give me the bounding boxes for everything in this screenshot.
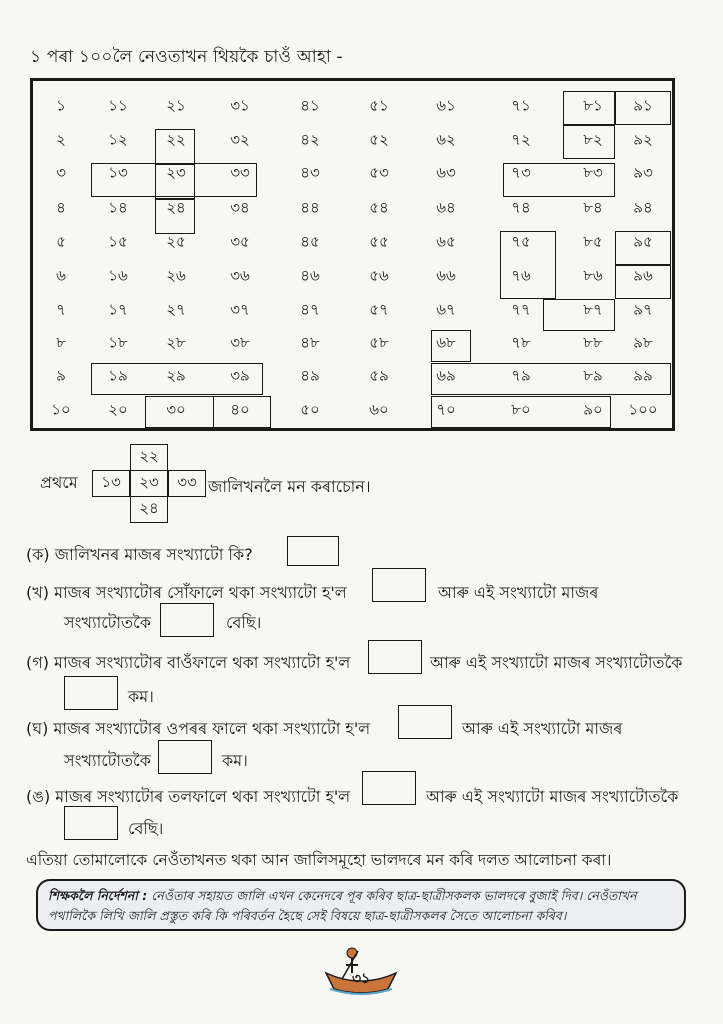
grid-number: ৭৭ (511, 300, 531, 319)
grid-number: ৬৪ (436, 198, 456, 217)
highlight-box (543, 299, 615, 331)
grid-number: ৪৪ (300, 198, 320, 217)
answer-box-kha-2[interactable] (160, 603, 214, 637)
grid-number: ২২ (166, 130, 186, 149)
grid-number: ১৬ (108, 266, 128, 285)
cross-bottom: ২৪ (130, 496, 168, 523)
cross-top: ২২ (130, 444, 168, 471)
grid-number: ১১ (108, 96, 128, 115)
teacher-note-label: শিক্ষকলৈ নিৰ্দেশনা : (48, 888, 148, 903)
grid-number: ২৬ (166, 266, 186, 285)
grid-number: ৭২ (511, 130, 531, 149)
grid-number: ৪৮ (300, 333, 320, 352)
grid-number: ৭৮ (511, 333, 531, 352)
grid-number: ৪৬ (300, 266, 320, 285)
grid-number: ১৮ (108, 333, 128, 352)
grid-number: ৩৬ (230, 266, 250, 285)
grid-number: ৯ (56, 366, 66, 385)
grid-number: ৫৩ (369, 163, 389, 182)
grid-number: ১০ (51, 400, 71, 419)
grid-number: ৭১ (511, 96, 531, 115)
grid-number: ৮৮ (583, 333, 603, 352)
grid-number: ৮ (56, 333, 66, 352)
question-gha-line2: সংখ্যাটোতকৈ (64, 751, 151, 770)
question-ga-cont: আৰু এই সংখ্যাটো মাজৰ সংখ্যাটোতকৈ (430, 653, 683, 672)
grid-number: ১২ (108, 130, 128, 149)
grid-number: ৩৮ (230, 333, 250, 352)
grid-number: ৭৬ (511, 266, 531, 285)
grid-number: ৪৫ (300, 232, 320, 251)
grid-number: ১৭ (108, 300, 128, 319)
grid-number: ৭ (56, 300, 66, 319)
question-kha-end: বেছি। (226, 613, 262, 632)
page-number: ৩১ (352, 971, 371, 987)
answer-box-ga-1[interactable] (368, 640, 422, 674)
grid-number: ৬৬ (436, 266, 456, 285)
grid-number: ১৯ (108, 366, 128, 385)
grid-number: ৫ (56, 232, 66, 251)
grid-number: ৪৭ (300, 300, 320, 319)
question-ka: (ক) জালিখনৰ মাজৰ সংখ্যাটো কি? (26, 545, 253, 564)
grid-number: ৫১ (369, 96, 389, 115)
grid-number: ৬৩ (436, 163, 456, 182)
grid-number: ৮৯ (583, 366, 603, 385)
grid-number: ৬১ (436, 96, 456, 115)
question-kha: (খ) মাজৰ সংখ্যাটোৰ সোঁফালে থকা সংখ্যাটো হ'ল (26, 583, 347, 602)
grid-number: ২৩ (166, 163, 186, 182)
grid-number: ৯৮ (633, 333, 653, 352)
grid-number: ৪০ (230, 400, 250, 419)
grid-number: ৯৫ (633, 232, 653, 251)
answer-box-gha-1[interactable] (398, 705, 452, 739)
grid-number: ৩০ (166, 400, 186, 419)
grid-number: ৪৯ (300, 366, 320, 385)
grid-number: ২৯ (166, 366, 186, 385)
grid-number: ৯১ (633, 96, 653, 115)
answer-box-kha-1[interactable] (372, 568, 426, 602)
question-uma-end: বেছি। (128, 819, 164, 838)
grid-number: ১ (56, 96, 66, 115)
grid-number: ৫৬ (369, 266, 389, 285)
grid-number: ২ (56, 130, 66, 149)
page-title: ১ পৰা ১০০লৈ নেওতাখন থিয়কৈ চাওঁ আহা - (30, 47, 343, 67)
cross-right: ৩৩ (168, 470, 206, 497)
question-kha-cont: আৰু এই সংখ্যাটো মাজৰ (438, 583, 599, 602)
grid-number: ২৮ (166, 333, 186, 352)
grid-number: ৫৫ (369, 232, 389, 251)
grid-number: ৩ (56, 163, 66, 182)
grid-number: ৩৪ (230, 198, 250, 217)
grid-number: ৭৪ (511, 198, 531, 217)
question-uma-cont: আৰু এই সংখ্যাটো মাজৰ সংখ্যাটোতকৈ (426, 787, 679, 806)
grid-number: ৯৩ (633, 163, 653, 182)
grid-number: ৮৪ (583, 198, 603, 217)
answer-box-uma-2[interactable] (64, 806, 118, 840)
intro-label: প্ৰথমে (40, 473, 78, 492)
question-ga-end: কম। (128, 687, 154, 706)
question-ga: (গ) মাজৰ সংখ্যাটোৰ বাওঁফালে থকা সংখ্যাটো হ'ল (26, 653, 351, 672)
grid-number: ৫৮ (369, 333, 389, 352)
grid-number: ৬৫ (436, 232, 456, 251)
answer-box-ga-2[interactable] (64, 676, 118, 710)
grid-number: ৯৯ (633, 366, 653, 385)
grid-number: ৫২ (369, 130, 389, 149)
grid-number: ৭৫ (511, 232, 531, 251)
grid-number: ৮৭ (583, 300, 603, 319)
answer-box-ka[interactable] (287, 536, 339, 566)
grid-number: ৬ (56, 266, 66, 285)
grid-number: ৩৭ (230, 300, 250, 319)
highlight-box (145, 396, 271, 428)
grid-number: ২৫ (166, 232, 186, 251)
number-grid-frame (30, 78, 675, 431)
grid-number: ৮১ (583, 96, 603, 115)
grid-number: ৯৭ (633, 300, 653, 319)
grid-number: ৯০ (583, 400, 603, 419)
grid-number: ১৫ (108, 232, 128, 251)
grid-number: ৩৯ (230, 366, 250, 385)
grid-number: ৫০ (300, 400, 320, 419)
grid-number: ৯৬ (633, 266, 653, 285)
grid-number: ৩১ (230, 96, 250, 115)
intro-tail: জালিখনলৈ মন কৰাচোন। (208, 477, 371, 496)
closing-instruction: এতিয়া তোমালোকে নেওঁতাখনত থকা আন জালিসমূহো ভালদৰে মন কৰি দলত আলোচনা কৰা। (26, 851, 612, 869)
grid-number: ৩৩ (230, 163, 250, 182)
grid-number: ৬২ (436, 130, 456, 149)
grid-number: ৮৫ (583, 232, 603, 251)
question-kha-line2: সংখ্যাটোতকৈ (64, 613, 151, 632)
grid-number: ৭৩ (511, 163, 531, 182)
grid-number: ৮৩ (583, 163, 603, 182)
grid-number: ৭৯ (511, 366, 531, 385)
grid-number: ৩২ (230, 130, 250, 149)
grid-number: ৪ (56, 198, 66, 217)
grid-number: ৯৪ (633, 198, 653, 217)
grid-number: ৮৬ (583, 266, 603, 285)
grid-number: ৪২ (300, 130, 320, 149)
answer-box-gha-2[interactable] (158, 740, 212, 774)
cross-center: ২৩ (130, 470, 168, 497)
grid-number: ২৪ (166, 198, 186, 217)
question-uma: (ঙ) মাজৰ সংখ্যাটোৰ তলফালে থকা সংখ্যাটো হ'ল (26, 787, 351, 806)
grid-number: ১৩ (108, 163, 128, 182)
question-gha: (ঘ) মাজৰ সংখ্যাটোৰ ওপৰৰ ফালে থকা সংখ্যাটো হ'ল (26, 719, 371, 738)
grid-number: ৪৩ (300, 163, 320, 182)
grid-number: ৮০ (511, 400, 531, 419)
grid-number: ৫৪ (369, 198, 389, 217)
grid-number: ২০ (108, 400, 128, 419)
grid-number: ৬৮ (436, 333, 456, 352)
teacher-note-text: নেওঁতাৰ সহায়ত জালি এখন কেনেদৰে পূৰ কৰিব ছাত্ৰ-ছাত্ৰীসকলক ভালদৰে বুজাই দিব। নেওঁতাখন পথালিকৈ লিখি জালি প্ৰস্তুত কৰি কি পৰিবৰ্তন হৈছে সেই বিষয়ে ছাত্ৰ-ছাত্ৰীসকলৰ সৈতে আলোচনা কৰিব। (48, 888, 637, 923)
grid-number: ২৭ (166, 300, 186, 319)
grid-number: ৩৫ (230, 232, 250, 251)
grid-number: ৮২ (583, 130, 603, 149)
grid-number: ৯২ (633, 130, 653, 149)
teacher-note (36, 879, 686, 931)
grid-number: ২১ (166, 96, 186, 115)
question-gha-cont: আৰু এই সংখ্যাটো মাজৰ (462, 719, 623, 738)
grid-number: ৪১ (300, 96, 320, 115)
grid-number: ৫৯ (369, 366, 389, 385)
question-gha-end: কম। (222, 751, 248, 770)
grid-number: ১৪ (108, 198, 128, 217)
grid-number: ৬৭ (436, 300, 456, 319)
cross-left: ১৩ (92, 470, 130, 497)
grid-number: ৬০ (369, 400, 389, 419)
grid-number: ৬৯ (436, 366, 456, 385)
grid-number: ৭০ (436, 400, 456, 419)
page-number-boat (322, 943, 400, 999)
grid-number: ১০০ (628, 400, 658, 419)
answer-box-uma-1[interactable] (362, 771, 416, 805)
grid-number: ৫৭ (369, 300, 389, 319)
